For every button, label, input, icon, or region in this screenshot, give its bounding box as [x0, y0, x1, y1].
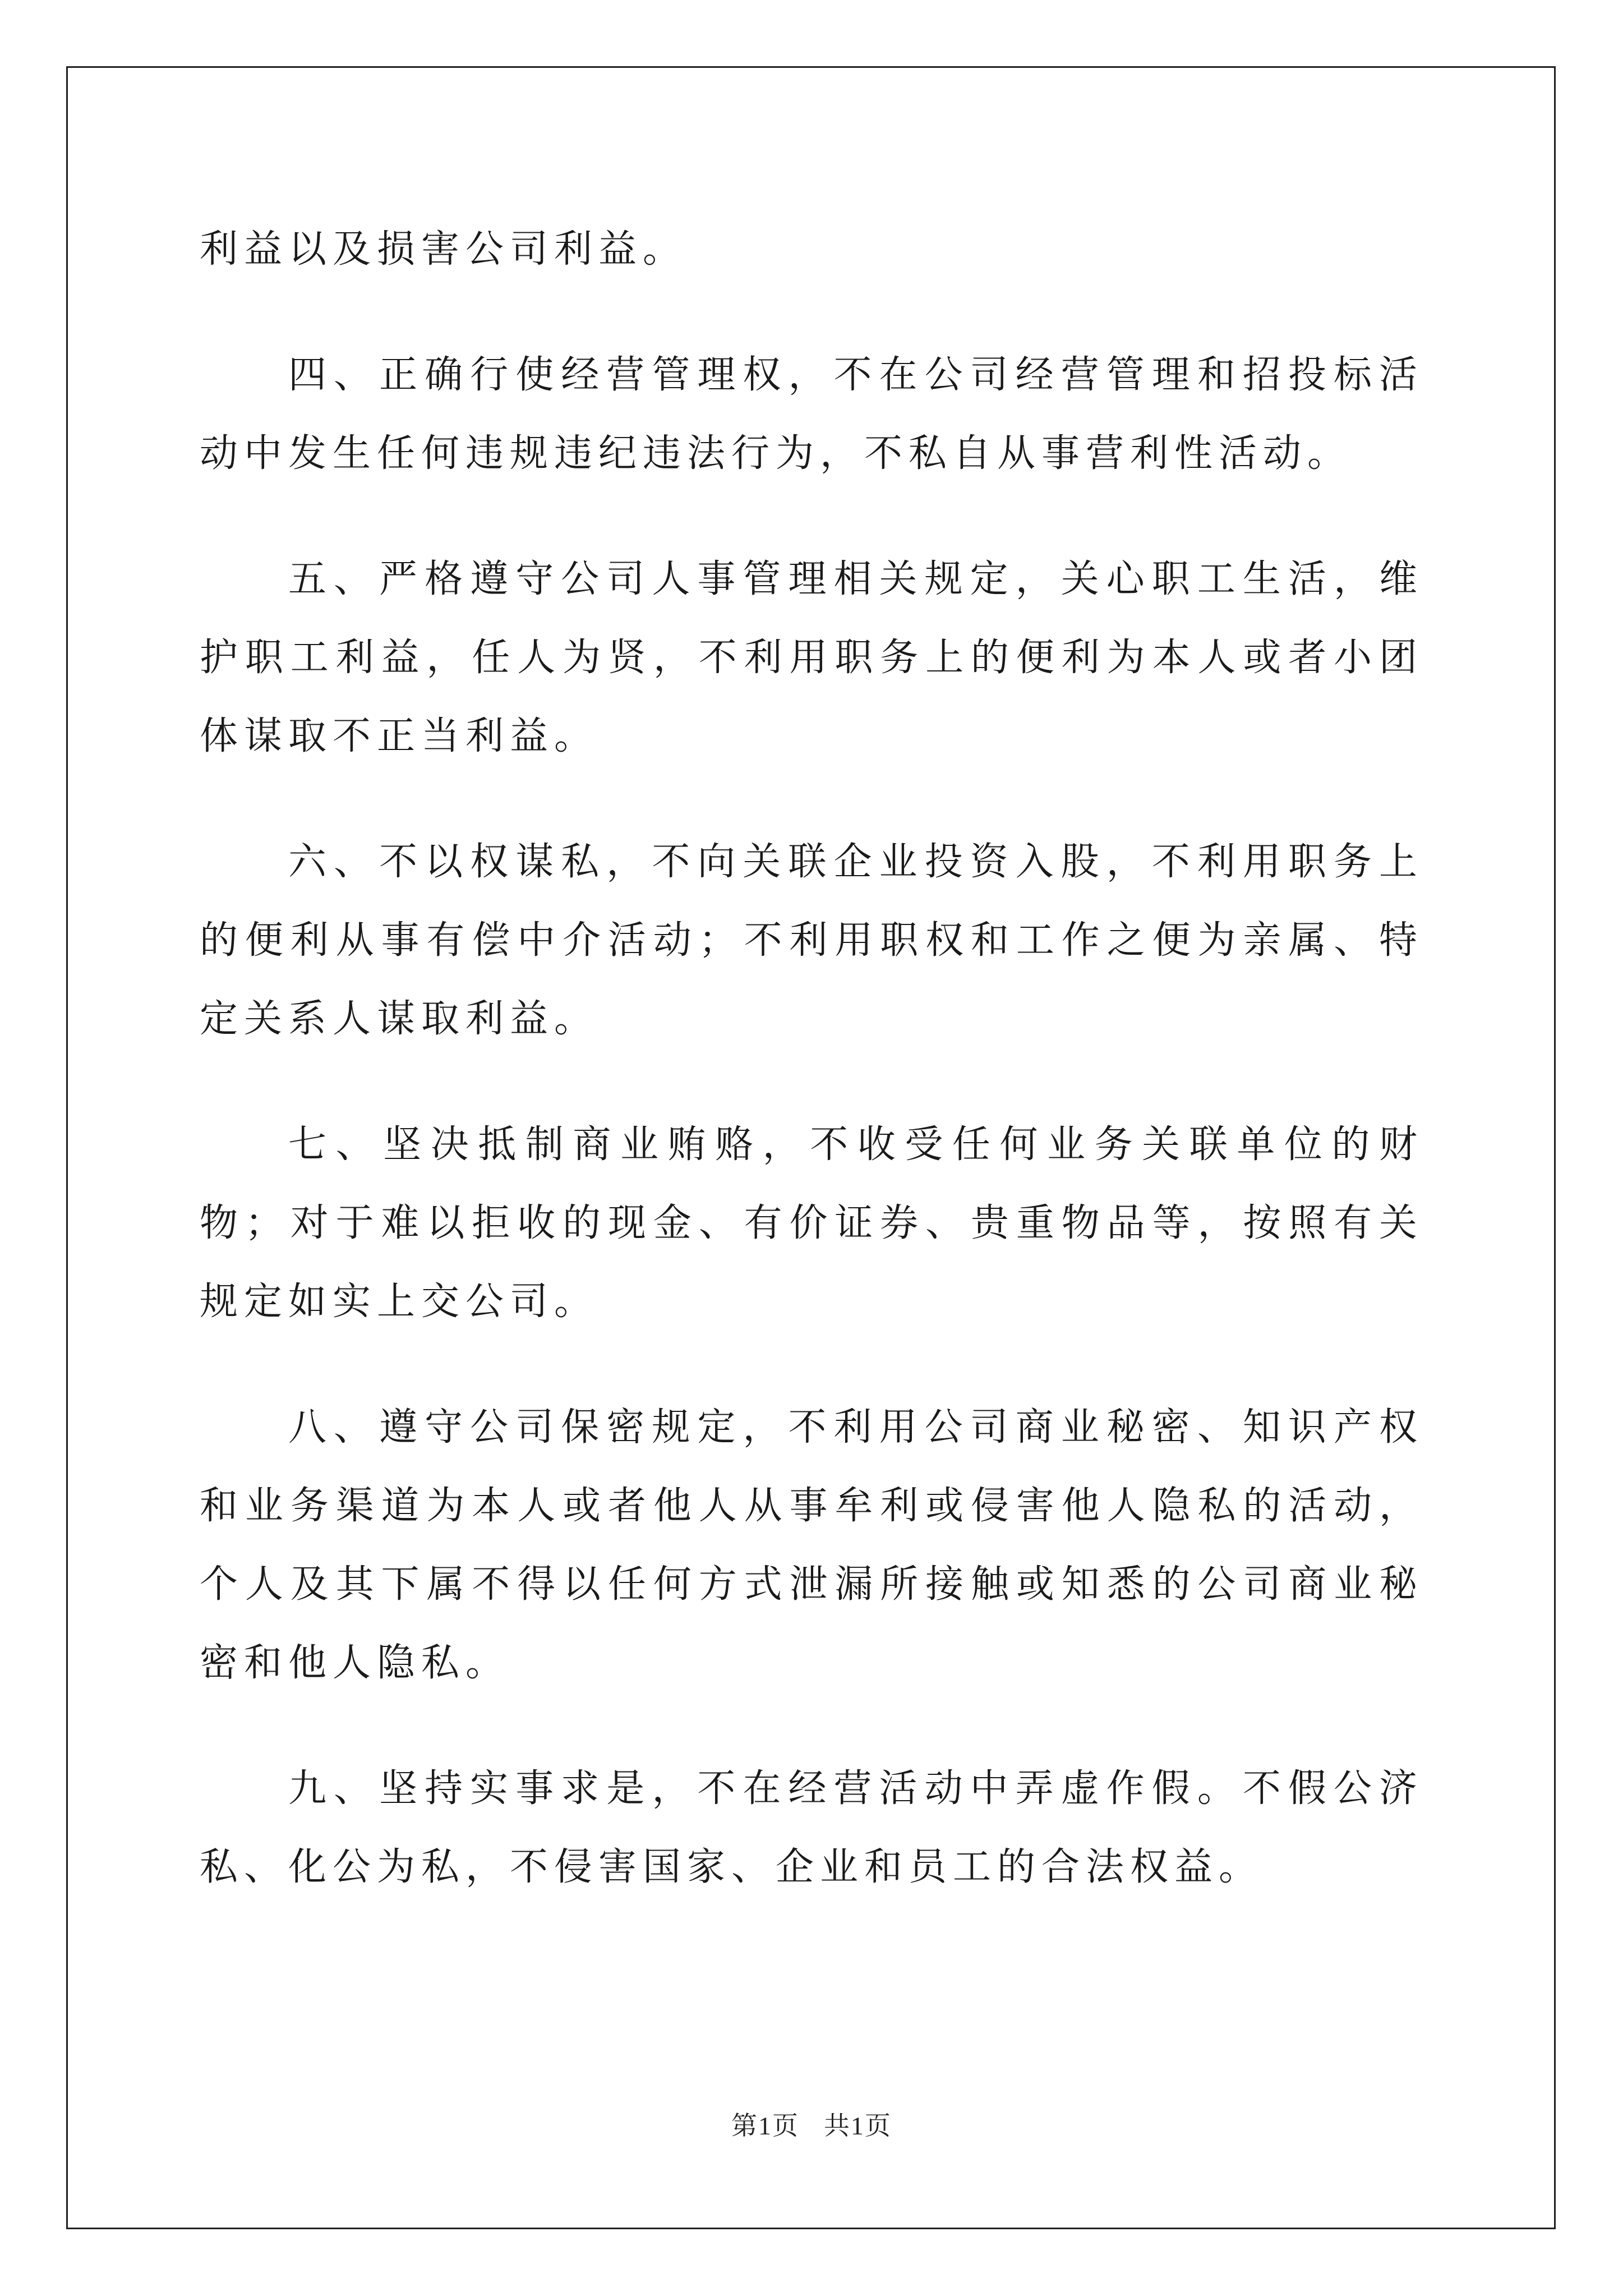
document-body — [200, 210, 1423, 1954]
paragraph-item-7: 七、坚决抵制商业贿赂，不收受任何业务关联单位的财物；对于难以拒收的现金、有价证券、贵重物品等，按照有关规定如实上交公司。 — [200, 1122, 1423, 1324]
page-number: 第1页 — [731, 2111, 799, 2140]
paragraph-item-5: 五、严格遵守公司人事管理相关规定，关心职工生活，维护职工利益，任人为贤，不利用职务上的便利为本人或者小团体谋取不正当利益。 — [200, 557, 1423, 758]
total-pages: 共1页 — [824, 2111, 892, 2140]
page-footer — [0, 2109, 1623, 2143]
paragraph-item-4: 四、正确行使经营管理权，不在公司经营管理和招投标活动中发生任何违规违纪违法行为，不私自从事营利性活动。 — [200, 353, 1423, 476]
paragraph-item-6: 六、不以权谋私，不向关联企业投资入股，不利用职务上的便利从事有偿中介活动；不利用职权和工作之便为亲属、特定关系人谋取利益。 — [200, 840, 1423, 1041]
paragraph-item-8: 八、遵守公司保密规定，不利用公司商业秘密、知识产权和业务渠道为本人或者他人从事牟利或侵害他人隐私的活动，个人及其下属不得以任何方式泄漏所接触或知悉的公司商业秘密和他人隐私。 — [200, 1405, 1423, 1685]
paragraph-item-9: 九、坚持实事求是，不在经营活动中弄虚作假。不假公济私、化公为私，不侵害国家、企业和员工的合法权益。 — [200, 1766, 1423, 1889]
paragraph-continuation: 利益以及损害公司利益。 — [200, 227, 688, 272]
